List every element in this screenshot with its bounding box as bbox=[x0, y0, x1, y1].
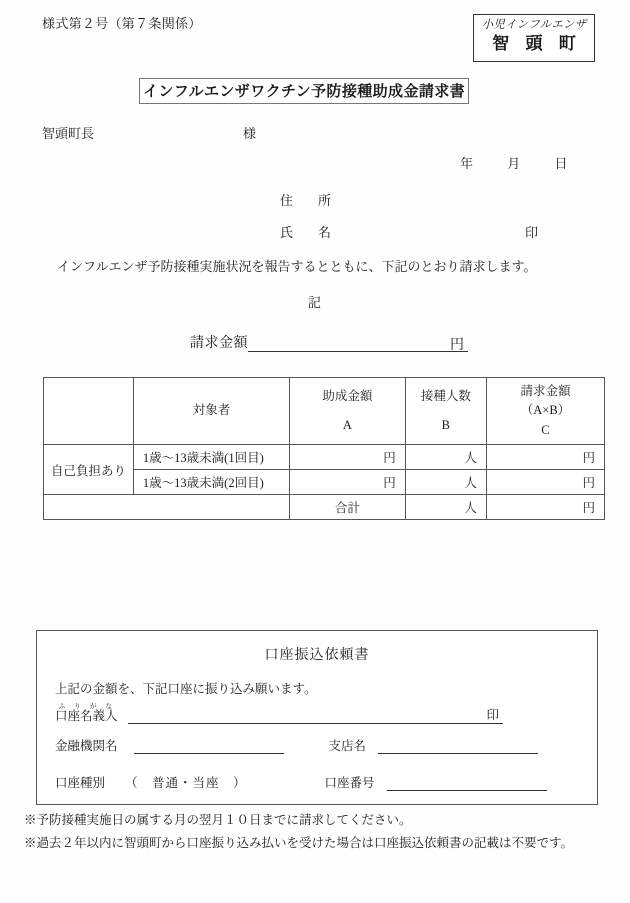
header-subsidy-amount bbox=[290, 378, 406, 445]
row-subsidy-cell-1[interactable]: 円 bbox=[290, 445, 406, 470]
applicant-name-field[interactable] bbox=[280, 222, 539, 241]
header-subsidy-amount-text: 助成金額 bbox=[322, 389, 373, 404]
table-header-row bbox=[44, 378, 605, 445]
claim-amount-line bbox=[190, 332, 468, 352]
account-number-label: 口座番号 bbox=[324, 776, 375, 790]
addressee-honorific: 様 bbox=[243, 126, 257, 141]
table-row bbox=[44, 445, 605, 470]
bank-branch-input[interactable] bbox=[378, 738, 538, 754]
total-claim-cell[interactable]: 円 bbox=[486, 495, 604, 520]
town-badge bbox=[473, 14, 595, 62]
row-claim-cell-1[interactable]: 円 bbox=[486, 445, 604, 470]
bank-institution-input[interactable] bbox=[134, 738, 284, 754]
applicant-address-field[interactable] bbox=[280, 190, 337, 209]
header-claim-amount-text: 請求金額 bbox=[520, 384, 571, 398]
header-people-count bbox=[405, 378, 486, 445]
town-badge-name: 智 頭 町 bbox=[492, 33, 582, 53]
claim-amount-label: 請求金額 bbox=[190, 336, 248, 351]
row-claim-cell-2[interactable]: 円 bbox=[486, 470, 604, 495]
row-people-cell-1[interactable]: 人 bbox=[405, 445, 486, 470]
bank-institution-label: 金融機関名 bbox=[55, 739, 118, 753]
header-people-code: B bbox=[441, 417, 451, 432]
row-target-2: 1歳～13歳未満(2回目) bbox=[133, 470, 289, 495]
account-holder-input[interactable] bbox=[128, 708, 483, 724]
addressee-label: 智頭町長 bbox=[42, 126, 95, 141]
header-claim-code: C bbox=[541, 422, 550, 437]
row-people-cell-2[interactable]: 人 bbox=[405, 470, 486, 495]
row-category-self-pay: 自己負担あり bbox=[44, 445, 134, 495]
header-blank bbox=[44, 378, 134, 445]
total-people-cell[interactable]: 人 bbox=[405, 495, 486, 520]
date-day-label: 日 bbox=[554, 156, 568, 171]
declaration-text: インフルエンザ予防接種実施状況を報告するとともに、下記のとおり請求します。 bbox=[57, 259, 537, 274]
applicant-name-label: 氏 名 bbox=[280, 225, 338, 240]
table-total-row bbox=[44, 495, 605, 520]
account-holder-row bbox=[55, 703, 503, 724]
total-blank bbox=[44, 495, 290, 520]
form-number: 様式第２号（第７条関係） bbox=[42, 16, 202, 31]
header-claim-formula: （A×B） bbox=[520, 403, 571, 418]
bank-branch-label: 支店名 bbox=[328, 739, 367, 753]
account-type-label: 口座種別 bbox=[55, 776, 106, 790]
header-target: 対象者 bbox=[133, 378, 289, 445]
header-people-count-text: 接種人数 bbox=[420, 389, 471, 404]
applicant-seal-label: 印 bbox=[525, 225, 539, 240]
account-number-input[interactable] bbox=[387, 775, 547, 791]
footer-note-2: ※過去２年以内に智頭町から口座振り込み払いを受けた場合は口座振込依頼書の記載は不要です。 bbox=[24, 836, 574, 851]
claim-table bbox=[43, 377, 605, 520]
account-holder-label-text: 口座名義人 bbox=[55, 709, 118, 723]
footer-notes bbox=[24, 809, 573, 855]
bank-box-note: 上記の金額を、下記口座に振り込み願います。 bbox=[55, 682, 317, 696]
header-subsidy-code: A bbox=[342, 417, 352, 432]
date-year-label: 年 bbox=[460, 156, 474, 171]
claim-amount-unit: 円 bbox=[448, 334, 468, 352]
bank-institution-row bbox=[55, 736, 538, 754]
town-badge-subtitle: 小児インフルエンザ bbox=[481, 19, 587, 31]
footer-note-1: ※予防接種実施日の属する月の翌月１０日までに請求してください。 bbox=[24, 813, 412, 827]
ki-marker: 記 bbox=[308, 295, 322, 310]
account-type-options[interactable]: （ 普通・当座 ） bbox=[125, 776, 247, 790]
bank-box-title: 口座振込依頼書 bbox=[264, 648, 370, 663]
account-holder-seal-label: 印 bbox=[483, 708, 504, 724]
bank-transfer-box bbox=[36, 630, 598, 805]
applicant-address-label: 住 所 bbox=[280, 193, 338, 208]
date-line bbox=[460, 153, 568, 172]
claim-amount-input[interactable] bbox=[248, 334, 448, 352]
page-title: インフルエンザワクチン予防接種助成金請求書 bbox=[139, 78, 469, 104]
account-holder-label bbox=[55, 703, 118, 724]
account-holder-ruby: ふりがな bbox=[55, 703, 118, 710]
account-type-row bbox=[55, 773, 547, 791]
header-claim-amount bbox=[486, 378, 604, 445]
total-label: 合計 bbox=[290, 495, 406, 520]
row-target-1: 1歳～13歳未満(1回目) bbox=[133, 445, 289, 470]
row-subsidy-cell-2[interactable]: 円 bbox=[290, 470, 406, 495]
date-month-label: 月 bbox=[507, 156, 521, 171]
